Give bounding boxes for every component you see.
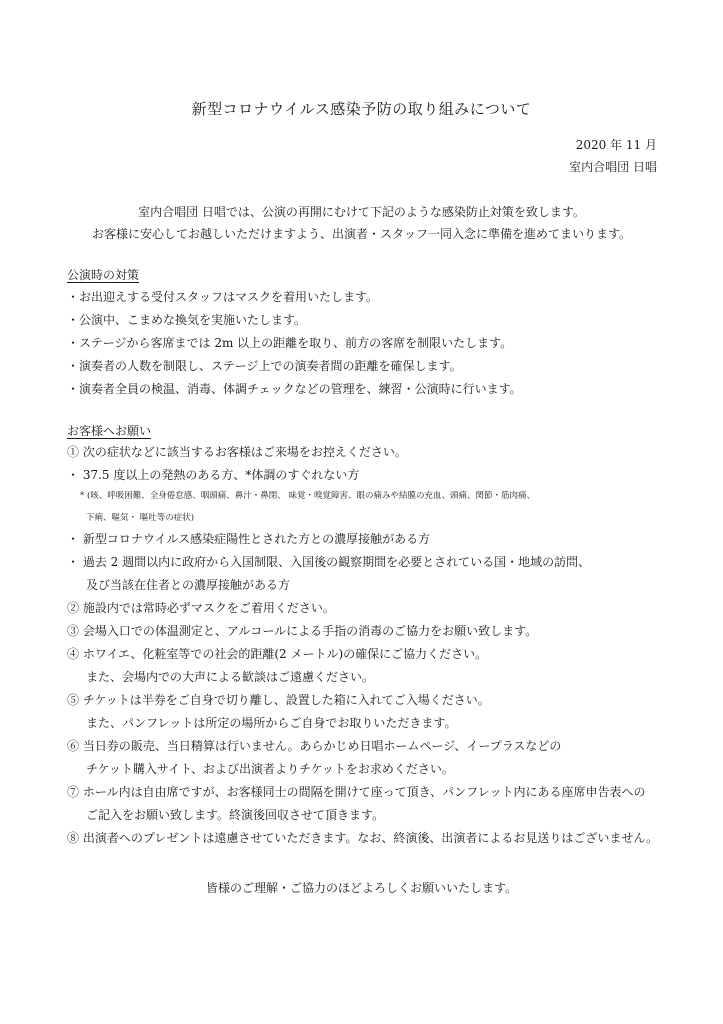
request-line: ③ 会場入口での体温測定と、アルコールによる手指の消毒のご協力をお願い致します。 <box>67 624 538 638</box>
request-line: ⑦ ホール内は自由席ですが、お客様同士の間隔を開けて座って頂き、パンフレット内にある座席申告表への <box>67 785 646 799</box>
request-line: ご記入をお願い致します。終演後回収させて頂きます。 <box>86 808 385 822</box>
request-line: 及び当該在住者との濃厚接触がある方 <box>86 578 291 592</box>
request-line: ⑧ 出演者へのプレゼントは遠慮させていただきます。なお、終演後、出演者によるお見送りはございません。 <box>67 831 659 845</box>
request-line: また、会場内での大声による歓談はご遠慮ください。 <box>86 670 375 684</box>
measure-item: ・お出迎えする受付スタッフはマスクを着用いたします。 <box>67 290 379 304</box>
request-line: ① 次の症状などに該当するお客様はご来場をお控えください。 <box>67 445 407 459</box>
measure-item: ・公演中、こまめな換気を実施いたします。 <box>67 313 307 327</box>
measure-item: ・演奏者の人数を制限し、ステージ上での演奏者間の距離を確保します。 <box>67 359 462 373</box>
closing-message: 皆様のご理解・ご協力のほどよろしくお願いいたします。 <box>205 881 518 895</box>
request-line: ⑤ チケットは半券をご自身で切り離し、設置した箱に入れてご入場ください。 <box>67 693 490 707</box>
request-line: また、パンフレットは所定の場所からご自身でお取りいただきます。 <box>86 716 457 730</box>
section-heading-measures: 公演時の対策 <box>67 268 140 282</box>
symptom-note: * (咳、呼吸困難、全身倦怠感、咽頭痛、鼻汁・鼻閉、 味覚・嗅覚障害、眼の痛みや結膜の充血、頭痛、関節・筋肉痛、 <box>80 491 535 501</box>
request-line: ④ ホワイエ、化粧室等での社会的距離(2 メートル)の確保にご協力ください。 <box>67 647 488 661</box>
organization-name: 室内合唱団 日唱 <box>569 160 657 174</box>
symptom-note: 下痢、嘔気・ 嘔吐等の症状) <box>86 513 195 523</box>
request-line: ・ 37.5 度以上の発熱のある方、*体調のすぐれない方 <box>67 468 360 482</box>
section-heading-requests: お客様へお願い <box>67 424 152 438</box>
request-line: ・ 過去 2 週間以内に政府から入国制限、入国後の観察期間を必要とされている国・地域の訪問、 <box>67 555 591 569</box>
measure-item: ・ステージから客席までは 2m 以上の距離を取り、前方の客席を制限いたします。 <box>67 336 513 350</box>
request-line: ⑥ 当日券の販売、当日精算は行いません。あらかじめ日唱ホームページ、イープラスなどの <box>67 739 562 753</box>
request-line: ・ 新型コロナウイルス感染症陽性とされた方との濃厚接触がある方 <box>67 532 431 546</box>
document-title: 新型コロナウイルス感染予防の取り組みについて <box>191 100 532 118</box>
request-line: ② 施設内では常時必ずマスクをご着用ください。 <box>67 601 335 615</box>
document-date: 2020 年 11 月 <box>575 138 657 152</box>
intro-line: 室内合唱団 日唱では、公演の再開にむけて下記のような感染防止対策を致します。 <box>138 205 585 219</box>
measure-item: ・演奏者全員の検温、消毒、体調チェックなどの管理を、練習・公演時に行います。 <box>67 382 522 396</box>
request-line: チケット購入サイト、および出演者よりチケットをお求めください。 <box>86 762 454 776</box>
intro-line: お客様に安心してお越しいただけますよう、出演者・スタッフ一同入念に準備を進めてまいります。 <box>91 227 632 241</box>
